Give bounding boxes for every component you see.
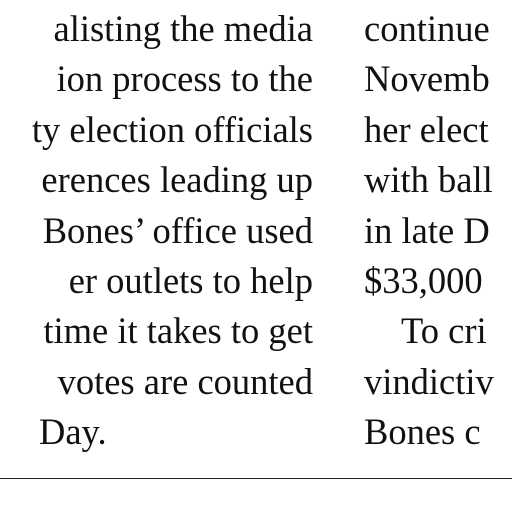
text-line: alisting the media: [53, 8, 313, 49]
text-line: ty election officials: [31, 108, 313, 150]
text-line: votes are counted: [57, 360, 313, 402]
text-line: Day.: [39, 411, 107, 453]
text-line: Novemb: [364, 58, 490, 100]
text-line: $33,000: [364, 259, 483, 301]
text-line: continue: [364, 8, 490, 49]
text-line: her elect: [364, 108, 489, 150]
text-line: vindictiv: [364, 360, 494, 402]
text-line: in late D: [364, 209, 490, 251]
horizontal-divider: [0, 478, 512, 479]
text-line: time it takes to get: [43, 310, 313, 352]
text-line: Bones c: [364, 411, 481, 453]
paragraph-start-line: To cri: [401, 310, 487, 352]
right-text-column: [364, 0, 512, 458]
text-line: ion process to the: [56, 58, 313, 100]
text-line: erences leading up: [41, 159, 313, 201]
text-line: er outlets to help: [68, 259, 313, 301]
text-line: Bones’ office used: [42, 209, 313, 251]
text-line: with ball: [364, 159, 493, 201]
